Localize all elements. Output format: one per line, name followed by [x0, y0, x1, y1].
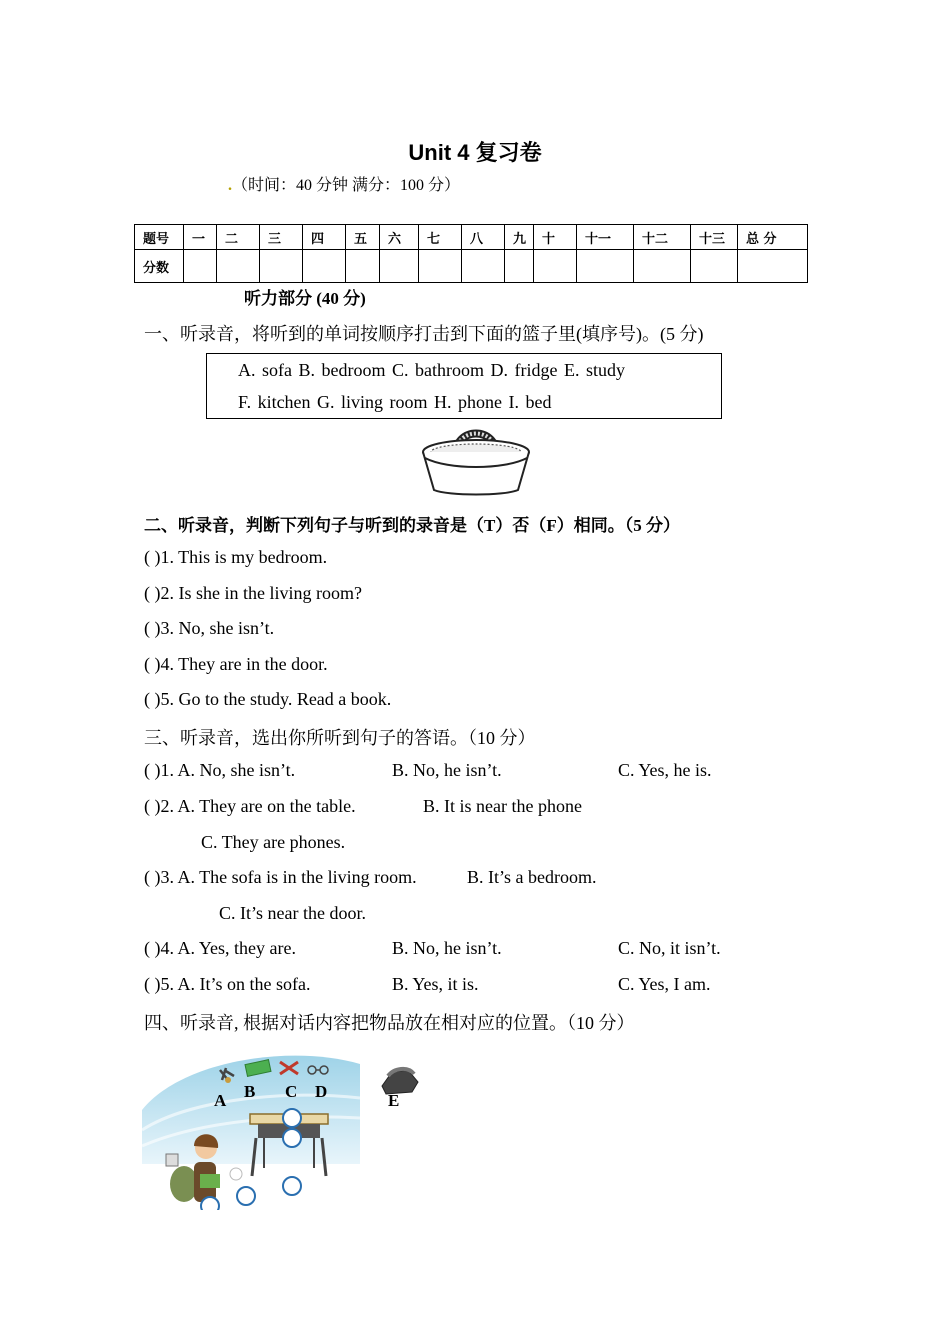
score-table-score-row — [135, 250, 808, 283]
score-header-cell: 总 分 — [738, 225, 808, 250]
q3-option-c: C. It’s near the door. — [219, 903, 366, 923]
word-box-row: A. sofa B. bedroom C. bathroom D. fridge E. study — [238, 360, 625, 380]
object-label-a: A — [214, 1091, 227, 1110]
score-cell[interactable] — [738, 250, 808, 283]
score-header-cell: 三 — [260, 225, 303, 250]
q3-option-b: B. Yes, it is. — [392, 974, 479, 994]
room-scene-illustration — [142, 1050, 364, 1210]
q3-option-b: B. No, he isn’t. — [392, 938, 502, 958]
score-cell[interactable] — [634, 250, 691, 283]
q3-item-a: ( )2. A. They are on the table. — [144, 796, 356, 816]
score-table — [134, 224, 808, 283]
score-header-cell: 六 — [380, 225, 419, 250]
q2-heading: 二、听录音，判断下列句子与听到的录音是（T）否（F）相同。（5 分） — [144, 516, 680, 535]
listening-part-heading: 听力部分 (40 分) — [244, 289, 366, 308]
score-header-cell: 十 — [534, 225, 577, 250]
score-header-cell: 题号 — [135, 225, 184, 250]
score-header-cell: 十一 — [577, 225, 634, 250]
score-cell[interactable] — [380, 250, 419, 283]
q1-heading: 一、听录音，将听到的单词按顺序打击到下面的篮子里(填序号)。(5 分) — [144, 324, 704, 344]
q3-item-a: ( )1. A. No, she isn’t. — [144, 760, 296, 780]
score-cell[interactable] — [691, 250, 738, 283]
score-row-label: 分数 — [135, 250, 184, 283]
object-label-d: D — [315, 1082, 328, 1101]
score-cell[interactable] — [462, 250, 505, 283]
q2-item: ( )5. Go to the study. Read a book. — [144, 689, 392, 709]
object-label-e: E — [388, 1091, 400, 1110]
score-cell[interactable] — [260, 250, 303, 283]
score-header-cell: 七 — [419, 225, 462, 250]
score-cell[interactable] — [577, 250, 634, 283]
q3-option-c: C. They are phones. — [201, 832, 346, 852]
q3-option-b: B. It’s a bedroom. — [467, 867, 597, 887]
q3-option-b: B. It is near the phone — [423, 796, 582, 816]
score-cell[interactable] — [505, 250, 534, 283]
score-header-cell: 五 — [346, 225, 380, 250]
score-header-cell: 九 — [505, 225, 534, 250]
q3-heading: 三、听录音，选出你所听到句子的答语。（10 分） — [144, 728, 536, 748]
score-header-cell: 四 — [303, 225, 346, 250]
exam-info: .（时间：40 分钟 满分：100 分） — [228, 177, 461, 194]
score-cell[interactable] — [217, 250, 260, 283]
score-header-cell: 一 — [184, 225, 217, 250]
q3-item-a: ( )5. A. It’s on the sofa. — [144, 974, 311, 994]
object-label-b: B — [244, 1082, 256, 1101]
q2-item: ( )1. This is my bedroom. — [144, 547, 328, 567]
score-cell[interactable] — [534, 250, 577, 283]
q3-option-b: B. No, he isn’t. — [392, 760, 502, 780]
score-cell[interactable] — [346, 250, 380, 283]
word-box-row: F. kitchen G. living room H. phone I. bed — [238, 392, 552, 412]
page-title: Unit 4 复习卷 — [408, 140, 542, 165]
q2-item: ( )3. No, she isn’t. — [144, 618, 275, 638]
q2-item: ( )2. Is she in the living room? — [144, 583, 362, 603]
score-cell[interactable] — [184, 250, 217, 283]
q3-option-c: C. No, it isn’t. — [618, 938, 721, 958]
word-box — [206, 353, 722, 419]
score-table-header-row — [135, 225, 808, 250]
q3-item-a: ( )4. A. Yes, they are. — [144, 938, 296, 958]
object-label-c: C — [285, 1082, 298, 1101]
q4-heading: 四、听录音, 根据对话内容把物品放在相对应的位置。（10 分） — [144, 1013, 635, 1033]
score-cell[interactable] — [303, 250, 346, 283]
score-cell[interactable] — [419, 250, 462, 283]
q3-item-a: ( )3. A. The sofa is in the living room. — [144, 867, 417, 887]
score-header-cell: 二 — [217, 225, 260, 250]
q2-item: ( )4. They are in the door. — [144, 654, 328, 674]
basket-icon — [418, 422, 534, 498]
score-header-cell: 十二 — [634, 225, 691, 250]
q3-option-c: C. Yes, he is. — [618, 760, 712, 780]
score-header-cell: 十三 — [691, 225, 738, 250]
q3-option-c: C. Yes, I am. — [618, 974, 711, 994]
score-header-cell: 八 — [462, 225, 505, 250]
